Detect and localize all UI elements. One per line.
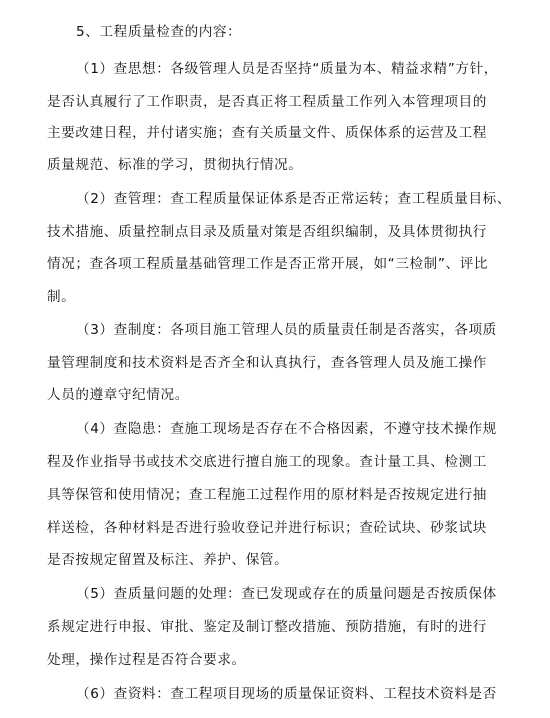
paragraph-line: 处理，操作过程是否符合要求。 (47, 652, 246, 668)
paragraph-line: 是否认真履行了工作职责，是否真正将工程质量工作列入本管理项目的 (47, 94, 488, 110)
paragraph-line: 制。 (47, 289, 76, 305)
paragraph-line: 质量规范、标准的学习，贯彻执行情况。 (47, 157, 303, 173)
paragraph-line: （5）查质量问题的处理：查已发现或存在的质量问题是否按质保体 (76, 586, 497, 602)
paragraph-line: （2）查管理：查工程质量保证体系是否正常运转；查工程质量目标、 (76, 191, 512, 207)
paragraph-line: 样送检，各种材料是否进行验收登记并进行标识；查砼试块、砂浆试块 (47, 520, 488, 536)
paragraph-line: 量管理制度和技术资料是否齐全和认真执行，查各管理人员及施工操作 (47, 355, 488, 371)
section-heading: 5、工程质量检查的内容： (76, 24, 242, 40)
paragraph-line: 是否按规定留置及标注、养护、保管。 (47, 552, 289, 568)
paragraph-line: （1）查思想：各级管理人员是否坚持“质量为本、精益求精”方针， (76, 61, 498, 77)
paragraph-line: 技术措施、质量控制点目录及质量对策是否组织编制，及具体贯彻执行 (47, 224, 488, 240)
paragraph-line: 系规定进行申报、审批、鉴定及制订整改措施、预防措施，有时的进行 (47, 619, 488, 635)
paragraph-line: 情况；查各项工程质量基础管理工作是否正常开展，如“三检制”、评比 (47, 256, 489, 272)
paragraph-line: （3）查制度：各项目施工管理人员的质量责任制是否落实，各项质 (76, 322, 497, 338)
paragraph-line: 具等保管和使用情况；查工程施工过程作用的原材料是否按规定进行抽 (47, 487, 488, 503)
paragraph-line: 主要改建日程，并付诸实施；查有关质量文件、质保体系的运营及工程 (47, 125, 488, 141)
paragraph-line: （4）查隐患：查施工现场是否存在不合格因素，不遵守技术操作规 (76, 421, 497, 437)
paragraph-line: （6）查资料：查工程项目现场的质量保证资料、工程技术资料是否 (76, 686, 497, 702)
paragraph-line: 程及作业指导书或技术交底进行擅自施工的现象。查计量工具、检测工 (47, 454, 488, 470)
paragraph-line: 人员的遵章守纪情况。 (47, 387, 189, 403)
